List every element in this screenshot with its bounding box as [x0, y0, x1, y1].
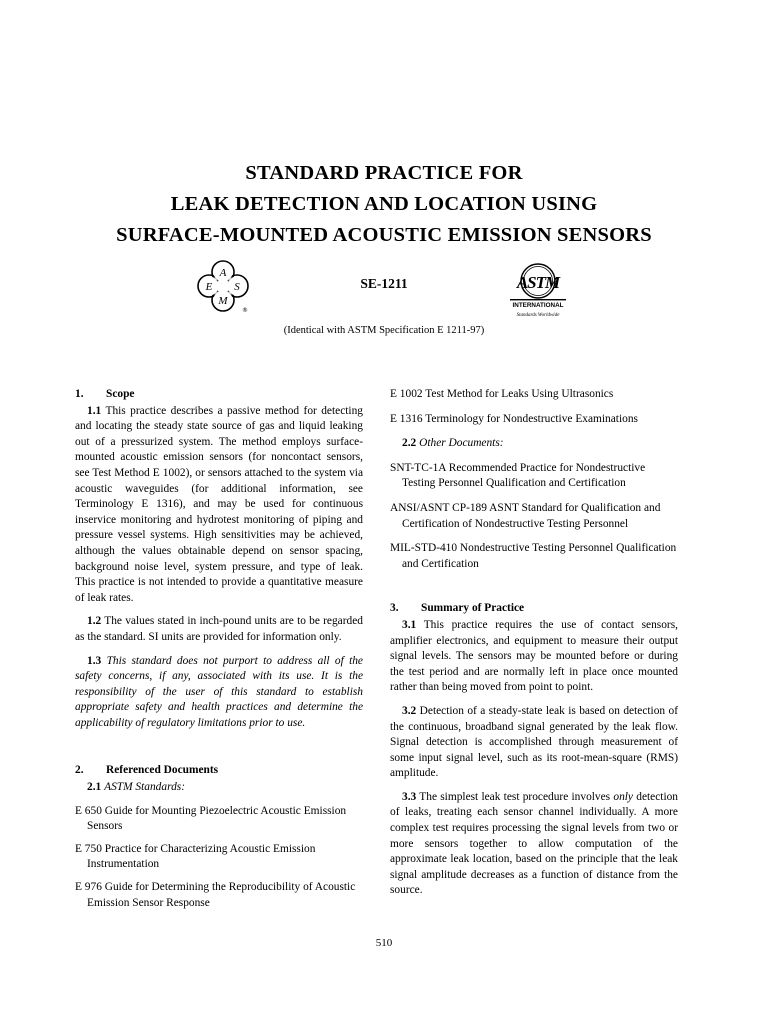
paragraph-1-1 — [75, 404, 363, 607]
reference-item: SNT-TC-1A Recommended Practice for Nondestructive Testing Personnel Qualification and Certification — [390, 461, 646, 490]
paragraph-number: 3.1 — [402, 618, 417, 631]
section-heading-summary — [390, 601, 678, 617]
paragraph-3-1 — [390, 618, 678, 696]
title-line-1: STANDARD PRACTICE FOR — [245, 162, 523, 184]
paragraph-number: 1.1 — [87, 404, 102, 417]
section-title: Scope — [106, 388, 135, 400]
paragraph-number: 2.1 — [87, 781, 102, 794]
page-number: 510 — [375, 937, 393, 949]
section-number: 2. — [75, 764, 84, 777]
paragraph-text: detection of leaks, treating each sensor channel individually. A more complex test requires processing the signal levels from two or more sensors together to allow computation of the approximate leak location, based on the principle that the leak signal amplitude decreases as a function of distance from the source. — [390, 790, 678, 897]
reference-item: E 976 Guide for Determining the Reproducibility of Acoustic Emission Sensor Response — [75, 881, 356, 909]
svg-text:ASTM: ASTM — [516, 273, 560, 292]
reference-item: E 750 Practice for Characterizing Acoustic Emission Instrumentation — [75, 842, 316, 871]
section-title: Summary of Practice — [421, 602, 525, 615]
svg-text:E: E — [205, 281, 213, 293]
subsection-2-2 — [390, 436, 678, 452]
svg-text:A: A — [219, 267, 227, 279]
section-heading-scope — [75, 387, 363, 403]
title-line-3: SURFACE-MOUNTED ACOUSTIC EMISSION SENSORS — [116, 224, 652, 246]
paragraph-text: This practice describes a passive method for detecting and locating the steady state source of gas and liquid leaking out of a pressurized system. The method employs surface-mounted acoustic emission sensors (for noncontact sensors, see Test Method E 1002), or sensors attached to the system via acoustic waveguides (for additional information, see Terminology E 1316), and may be used for continuous inservice monitoring and hydrotest monitoring of piping and pressure vessel systems. High sensitivities may be achieved, although the values obtainable depend on sensor spacing, background noise level, system pressure, and type of leak. This practice is not intended to provide a quantitative measure of leak rates. — [75, 404, 363, 604]
paragraph-1-2 — [75, 614, 363, 645]
designation: SE-1211 — [360, 276, 408, 291]
paragraph-text: This practice requires the use of contact sensors, amplifier electronics, and equipment to measure their output signal levels. The sensors may be mounted before or during the test period and are normally left in place once mounted rather than being moved from point to point. — [390, 618, 678, 694]
paragraph-3-3 — [390, 790, 678, 899]
section-number: 3. — [390, 602, 399, 615]
paragraph-number: 3.3 — [402, 790, 417, 803]
section-heading-referenced-documents — [75, 763, 363, 779]
paragraph-1-3 — [75, 654, 363, 732]
svg-text:Standards Worldwide: Standards Worldwide — [516, 313, 560, 318]
paragraph-number: 1.2 — [87, 615, 102, 628]
paragraph-text: Detection of a steady-state leak is based on detection of the continuous, broadband signal generated by the leak flow. Signal detection is accomplished through measurement of some input signal level, such as its root-mean-square (RMS) amplitude. — [390, 704, 678, 780]
title-line-2: LEAK DETECTION AND LOCATION USING — [170, 193, 598, 215]
svg-text:INTERNATIONAL: INTERNATIONAL — [512, 302, 564, 309]
left-column — [75, 387, 363, 918]
paragraph-text: The simplest leak test procedure involves — [419, 790, 611, 803]
svg-text:S: S — [234, 281, 240, 293]
section-title: Referenced Documents — [106, 764, 219, 777]
right-column — [390, 387, 678, 907]
paragraph-text: The values stated in inch-pound units are to be regarded as the standard. SI units are provided for information only. — [75, 615, 363, 643]
section-number: 1. — [75, 388, 84, 400]
document-title — [0, 158, 768, 251]
paragraph-number: 2.2 — [402, 437, 417, 450]
reference-item: MIL-STD-410 Nondestructive Testing Personnel Qualification and Certification — [390, 542, 677, 570]
subsection-2-1 — [75, 780, 363, 796]
subsection-title: ASTM Standards: — [104, 781, 186, 794]
emphasis: only — [613, 790, 633, 803]
paragraph-number: 3.2 — [402, 704, 417, 717]
reference-item: E 1316 Terminology for Nondestructive Examinations — [390, 412, 638, 425]
identical-note: (Identical with ASTM Specification E 1211-97) — [283, 325, 485, 336]
paragraph-number: 1.3 — [87, 654, 102, 667]
paragraph-text: This standard does not purport to address all of the safety concerns, if any, associated with its use. It is the responsibility of the user of this standard to establish appropriate safety and health practices and determine the applicability of regulatory limitations prior to use. — [75, 654, 363, 729]
asme-logo — [195, 258, 251, 314]
paragraph-3-2 — [390, 704, 678, 782]
reference-item: E 1002 Test Method for Leaks Using Ultrasonics — [390, 388, 614, 400]
reference-item: ANSI/ASNT CP-189 ASNT Standard for Qualification and Certification of Nondestructive Testing Personnel — [390, 501, 661, 530]
subsection-title: Other Documents: — [419, 437, 504, 450]
svg-text:®: ® — [242, 307, 248, 314]
reference-item: E 650 Guide for Mounting Piezoelectric Acoustic Emission Sensors — [75, 804, 347, 833]
astm-international-logo — [508, 262, 568, 318]
svg-text:M: M — [218, 295, 228, 307]
